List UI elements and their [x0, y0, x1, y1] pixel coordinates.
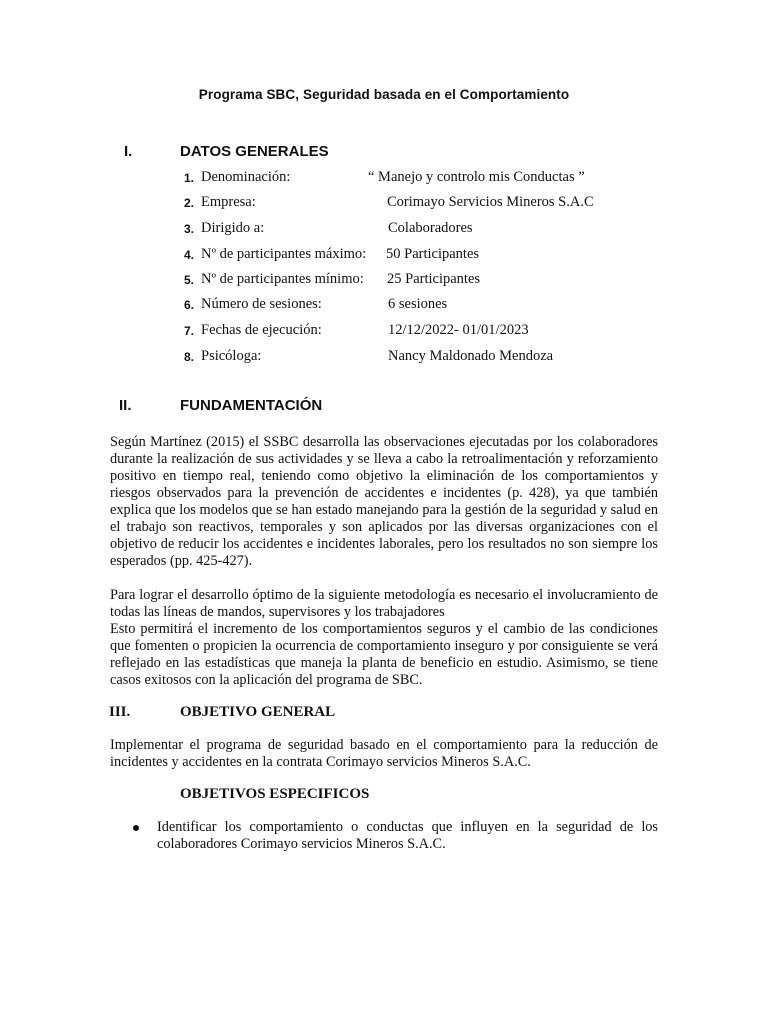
item-number: 2.: [183, 196, 194, 210]
item-key: Dirigido a:: [201, 220, 265, 236]
item-key: Denominación:: [201, 169, 291, 185]
list-item: [0, 220, 768, 240]
item-key: Nº de participantes máximo:: [201, 246, 367, 262]
item-value: Nancy Maldonado Mendoza: [388, 348, 554, 364]
item-value: 12/12/2022- 01/01/2023: [388, 322, 529, 338]
item-number: 3.: [183, 222, 194, 236]
item-value: Corimayo Servicios Mineros S.A.C: [387, 194, 594, 210]
item-value: “ Manejo y controlo mis Conductas ”: [368, 169, 585, 185]
item-number: 6.: [183, 298, 194, 312]
section-number: I.: [124, 143, 133, 160]
objetivo-general-paragraph: Implementar el programa de seguridad basado en el comportamiento para la reducción de incidentes y accidentes en la contrata Corimayo servicios Mineros S.A.C.: [110, 737, 658, 770]
list-item: [0, 169, 768, 189]
item-number: 8.: [183, 350, 194, 364]
list-item: [0, 246, 768, 266]
list-item: [0, 271, 768, 291]
section-label: OBJETIVO GENERAL: [180, 704, 336, 720]
item-value: 6 sesiones: [388, 296, 448, 312]
item-value: 25 Participantes: [387, 271, 481, 287]
fundamentacion-paragraph: Según Martínez (2015) el SSBC desarrolla las observaciones ejecutadas por los colaboradores durante la realización de sus actividades y se lleva a cabo la retroalimentación y reforzamiento positivo en tiempo real, teniendo como objetivo la eliminación de los comportamientos y riesgos observados para la prevención de accidentes e incidentes (p. 428), ya que también explica que los modelos que se han estado manejando para la gestión de la seguridad y salud en el trabajo son reactivos, temporales y son aplicados por las diversas organizaciones con el objetivo de reducir los accidentes e incidentes laborales, pero los resultados no son siempre los esperados (pp. 425-427).: [110, 434, 658, 569]
fundamentacion-paragraph: Esto permitirá el incremento de los comportamientos seguros y el cambio de las condiciones que fomenten o propicien la ocurrencia de comportamiento inseguro y por consiguiente se verá reflejado en las estadísticas que maneja la planta de beneficio en estudio. Asimismo, se tiene casos exitosos con la aplicación del programa de SBC.: [110, 621, 658, 688]
section-label: DATOS GENERALES: [180, 143, 329, 160]
bullet-icon: [133, 825, 139, 831]
objetivo-especifico-text: Identificar los comportamiento o conductas que influyen en la seguridad de los colaboradores Corimayo servicios Mineros S.A.C.: [157, 819, 658, 852]
list-item: [0, 194, 768, 214]
item-value: Colaboradores: [388, 220, 473, 236]
section-number: III.: [109, 704, 131, 720]
item-value: 50 Participantes: [386, 246, 480, 262]
item-key: Fechas de ejecución:: [201, 322, 322, 338]
section-label: OBJETIVOS ESPECIFICOS: [180, 786, 370, 802]
section-label: FUNDAMENTACIÓN: [180, 397, 323, 414]
item-key: Psicóloga:: [201, 348, 262, 364]
item-number: 1.: [183, 171, 194, 185]
document-title: Programa SBC, Seguridad basada en el Comportamiento: [198, 87, 570, 102]
list-item: [0, 348, 768, 368]
list-item: [0, 322, 768, 342]
item-key: Número de sesiones:: [201, 296, 322, 312]
section-number: II.: [119, 397, 132, 414]
fundamentacion-paragraph: Para lograr el desarrollo óptimo de la siguiente metodología es necesario el involucramiento de todas las líneas de mandos, supervisores y los trabajadores: [110, 587, 658, 620]
item-number: 5.: [183, 273, 194, 287]
item-key: Nº de participantes mínimo:: [201, 271, 364, 287]
item-number: 4.: [183, 248, 194, 262]
list-item: [0, 296, 768, 316]
item-number: 7.: [183, 324, 194, 338]
item-key: Empresa:: [201, 194, 256, 210]
